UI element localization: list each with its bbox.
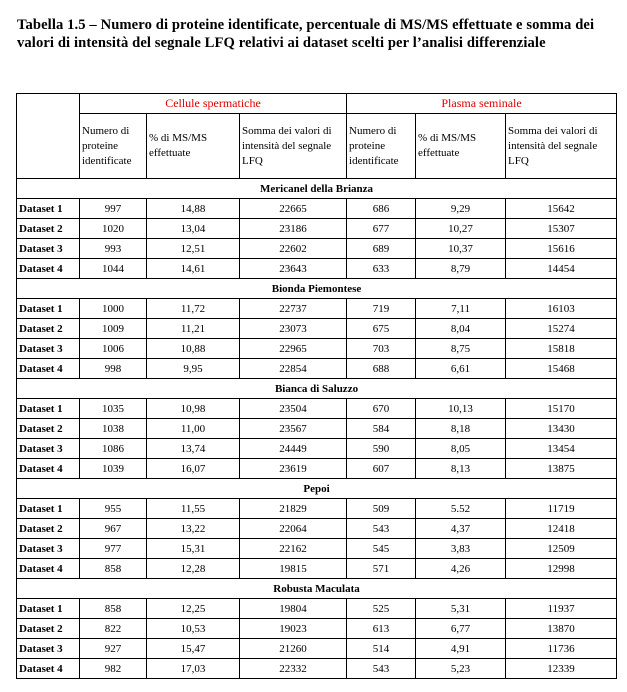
table-cell: 1000 — [80, 299, 147, 319]
table-row — [17, 439, 617, 459]
table-cell: 545 — [347, 539, 416, 559]
table-cell: 822 — [80, 619, 147, 639]
row-label: Dataset 3 — [17, 639, 80, 659]
table-cell: 14,61 — [147, 259, 240, 279]
table-cell: 613 — [347, 619, 416, 639]
row-label: Dataset 3 — [17, 539, 80, 559]
row-label: Dataset 3 — [17, 339, 80, 359]
table-row — [17, 259, 617, 279]
table-cell: 13870 — [506, 619, 617, 639]
breed-name: Bianca di Saluzzo — [17, 379, 617, 399]
row-label: Dataset 2 — [17, 319, 80, 339]
table-cell: 1039 — [80, 459, 147, 479]
table-cell: 955 — [80, 499, 147, 519]
breed-name: Bionda Piemontese — [17, 279, 617, 299]
table-cell: 5.52 — [416, 499, 506, 519]
table-cell: 997 — [80, 199, 147, 219]
table-cell: 21829 — [240, 499, 347, 519]
table-cell: 7,11 — [416, 299, 506, 319]
table-cell: 703 — [347, 339, 416, 359]
table-cell: 15616 — [506, 239, 617, 259]
table-cell: 1044 — [80, 259, 147, 279]
table-cell: 22854 — [240, 359, 347, 379]
table-cell: 22162 — [240, 539, 347, 559]
column-header: % di MS/MS effettuate — [416, 114, 506, 179]
table-cell: 15274 — [506, 319, 617, 339]
table-cell: 11736 — [506, 639, 617, 659]
row-label: Dataset 1 — [17, 399, 80, 419]
table-cell: 19815 — [240, 559, 347, 579]
row-label: Dataset 4 — [17, 459, 80, 479]
table-cell: 15,47 — [147, 639, 240, 659]
table-row — [17, 299, 617, 319]
table-cell: 858 — [80, 599, 147, 619]
table-cell: 11937 — [506, 599, 617, 619]
table-cell: 5,23 — [416, 659, 506, 679]
row-label: Dataset 4 — [17, 359, 80, 379]
table-cell: 543 — [347, 659, 416, 679]
table-row — [17, 239, 617, 259]
table-cell: 22064 — [240, 519, 347, 539]
table-cell: 1009 — [80, 319, 147, 339]
row-label: Dataset 3 — [17, 239, 80, 259]
row-label: Dataset 2 — [17, 419, 80, 439]
table-cell: 525 — [347, 599, 416, 619]
table-row — [17, 559, 617, 579]
row-label: Dataset 1 — [17, 599, 80, 619]
row-label: Dataset 2 — [17, 519, 80, 539]
table-cell: 10,27 — [416, 219, 506, 239]
table-cell: 8,18 — [416, 419, 506, 439]
table-row — [17, 199, 617, 219]
table-cell: 15468 — [506, 359, 617, 379]
table-cell: 12509 — [506, 539, 617, 559]
breed-name: Robusta Maculata — [17, 579, 617, 599]
table-cell: 24449 — [240, 439, 347, 459]
table-cell: 8,75 — [416, 339, 506, 359]
table-row — [17, 499, 617, 519]
breed-group-row — [17, 179, 617, 199]
table-cell: 11,21 — [147, 319, 240, 339]
table-cell: 13454 — [506, 439, 617, 459]
table-cell: 9,95 — [147, 359, 240, 379]
table-cell: 10,98 — [147, 399, 240, 419]
table-cell: 584 — [347, 419, 416, 439]
table-cell: 23073 — [240, 319, 347, 339]
row-label: Dataset 3 — [17, 439, 80, 459]
table-cell: 11719 — [506, 499, 617, 519]
table-cell: 607 — [347, 459, 416, 479]
table-cell: 14,88 — [147, 199, 240, 219]
table-cell: 982 — [80, 659, 147, 679]
table-cell: 15,31 — [147, 539, 240, 559]
table-cell: 688 — [347, 359, 416, 379]
table-row — [17, 639, 617, 659]
row-label: Dataset 1 — [17, 499, 80, 519]
table-cell: 689 — [347, 239, 416, 259]
table-cell: 11,72 — [147, 299, 240, 319]
table-cell: 8,04 — [416, 319, 506, 339]
table-row — [17, 399, 617, 419]
table-cell: 4,37 — [416, 519, 506, 539]
column-header: Somma dei valori di intensità del segnale LFQ — [506, 114, 617, 179]
table-cell: 19804 — [240, 599, 347, 619]
column-header: % di MS/MS effettuate — [147, 114, 240, 179]
table-cell: 12,25 — [147, 599, 240, 619]
row-label: Dataset 4 — [17, 559, 80, 579]
row-label: Dataset 2 — [17, 219, 80, 239]
table-cell: 12,28 — [147, 559, 240, 579]
table-cell: 11,55 — [147, 499, 240, 519]
table-row — [17, 519, 617, 539]
table-cell: 686 — [347, 199, 416, 219]
breed-group-row — [17, 579, 617, 599]
table-cell: 23643 — [240, 259, 347, 279]
table-cell: 1086 — [80, 439, 147, 459]
column-header: Numero di proteine identificate — [80, 114, 147, 179]
table-cell: 4,26 — [416, 559, 506, 579]
table-row — [17, 219, 617, 239]
row-label: Dataset 1 — [17, 199, 80, 219]
table-cell: 22965 — [240, 339, 347, 359]
table-cell: 17,03 — [147, 659, 240, 679]
table-cell: 1035 — [80, 399, 147, 419]
table-cell: 15642 — [506, 199, 617, 219]
table-cell: 10,37 — [416, 239, 506, 259]
group-header-plasma: Plasma seminale — [347, 94, 617, 114]
breed-name: Mericanel della Brianza — [17, 179, 617, 199]
table-cell: 22737 — [240, 299, 347, 319]
row-label: Dataset 1 — [17, 299, 80, 319]
table-cell: 998 — [80, 359, 147, 379]
table-cell: 22602 — [240, 239, 347, 259]
table-cell: 23619 — [240, 459, 347, 479]
table-cell: 11,00 — [147, 419, 240, 439]
row-label: Dataset 2 — [17, 619, 80, 639]
table-row — [17, 419, 617, 439]
table-cell: 1020 — [80, 219, 147, 239]
table-row — [17, 619, 617, 639]
table-cell: 16,07 — [147, 459, 240, 479]
table-caption: Tabella 1.5 – Numero di proteine identificate, percentuale di MS/MS effettuate e somma dei valori di intensità del segnale LFQ relativi ai dataset scelti per l’analisi differenziale — [17, 17, 595, 51]
column-header: Numero di proteine identificate — [347, 114, 416, 179]
table-cell: 719 — [347, 299, 416, 319]
table-cell: 15170 — [506, 399, 617, 419]
breed-group-row — [17, 379, 617, 399]
group-header-cellule: Cellule spermatiche — [80, 94, 347, 114]
breed-name: Pepoi — [17, 479, 617, 499]
table-cell: 23186 — [240, 219, 347, 239]
table-cell: 5,31 — [416, 599, 506, 619]
column-header-row — [17, 114, 617, 179]
table-cell: 12998 — [506, 559, 617, 579]
table-cell: 543 — [347, 519, 416, 539]
table-cell: 927 — [80, 639, 147, 659]
table-row — [17, 359, 617, 379]
table-cell: 13,04 — [147, 219, 240, 239]
table-cell: 15818 — [506, 339, 617, 359]
table-cell: 13,74 — [147, 439, 240, 459]
table-cell: 12,51 — [147, 239, 240, 259]
table-cell: 13875 — [506, 459, 617, 479]
table-cell: 16103 — [506, 299, 617, 319]
table-row — [17, 459, 617, 479]
table-cell: 22332 — [240, 659, 347, 679]
table-row — [17, 319, 617, 339]
table-cell: 19023 — [240, 619, 347, 639]
table-cell: 670 — [347, 399, 416, 419]
data-table — [16, 93, 617, 679]
table-cell: 8,79 — [416, 259, 506, 279]
table-cell: 8,05 — [416, 439, 506, 459]
table-cell: 13430 — [506, 419, 617, 439]
table-cell: 8,13 — [416, 459, 506, 479]
table-cell: 1038 — [80, 419, 147, 439]
table-cell: 13,22 — [147, 519, 240, 539]
table-cell: 4,91 — [416, 639, 506, 659]
group-header-row — [17, 94, 617, 114]
table-cell: 6,61 — [416, 359, 506, 379]
table-cell: 509 — [347, 499, 416, 519]
corner-cell — [17, 94, 80, 179]
table-row — [17, 339, 617, 359]
table-cell: 993 — [80, 239, 147, 259]
table-row — [17, 599, 617, 619]
table-cell: 12339 — [506, 659, 617, 679]
row-label: Dataset 4 — [17, 259, 80, 279]
table-cell: 977 — [80, 539, 147, 559]
table-cell: 21260 — [240, 639, 347, 659]
table-cell: 22665 — [240, 199, 347, 219]
table-row — [17, 659, 617, 679]
row-label: Dataset 4 — [17, 659, 80, 679]
table-cell: 571 — [347, 559, 416, 579]
column-header: Somma dei valori di intensità del segnale LFQ — [240, 114, 347, 179]
table-cell: 10,53 — [147, 619, 240, 639]
table-cell: 967 — [80, 519, 147, 539]
table-cell: 15307 — [506, 219, 617, 239]
table-row — [17, 539, 617, 559]
breed-group-row — [17, 279, 617, 299]
table-cell: 12418 — [506, 519, 617, 539]
table-cell: 677 — [347, 219, 416, 239]
table-cell: 6,77 — [416, 619, 506, 639]
table-cell: 10,13 — [416, 399, 506, 419]
table-cell: 514 — [347, 639, 416, 659]
table-cell: 23504 — [240, 399, 347, 419]
table-cell: 10,88 — [147, 339, 240, 359]
table-cell: 14454 — [506, 259, 617, 279]
table-cell: 3,83 — [416, 539, 506, 559]
table-cell: 23567 — [240, 419, 347, 439]
table-cell: 1006 — [80, 339, 147, 359]
table-cell: 9,29 — [416, 199, 506, 219]
table-cell: 675 — [347, 319, 416, 339]
table-cell: 858 — [80, 559, 147, 579]
table-cell: 590 — [347, 439, 416, 459]
table-cell: 633 — [347, 259, 416, 279]
breed-group-row — [17, 479, 617, 499]
